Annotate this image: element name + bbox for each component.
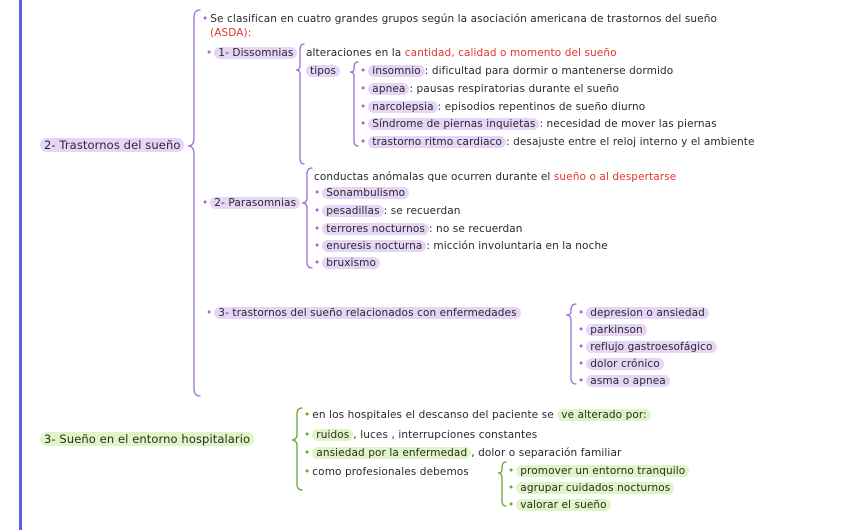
deber-item-label: promover un entorno tranquilo bbox=[516, 465, 689, 477]
deber-item-valorar bbox=[508, 498, 611, 512]
parasomnia-item-bruxismo bbox=[314, 256, 380, 270]
bullet-icon: • bbox=[304, 466, 311, 478]
bullet-icon: • bbox=[578, 324, 585, 336]
bullet-icon: • bbox=[202, 197, 209, 209]
enfermedad-item-asma bbox=[578, 374, 670, 388]
dissomnias-title bbox=[206, 46, 297, 60]
section3-line4-text: como profesionales debemos bbox=[312, 466, 469, 478]
bullet-icon: • bbox=[508, 465, 515, 477]
brace-tipos bbox=[350, 62, 358, 146]
parasomnias-definition-b: sueño o al despertarse bbox=[553, 171, 677, 183]
brace-deberes bbox=[498, 462, 506, 506]
section3-line3 bbox=[304, 446, 621, 460]
section3-line3-a: ansiedad por la enfermedad bbox=[312, 447, 471, 459]
dissomnia-item-narcolepsia bbox=[360, 100, 645, 114]
dissomnias-definition-b: cantidad, calidad o momento del sueño bbox=[404, 47, 617, 59]
section2-title-text: 2- Trastornos del sueño bbox=[40, 138, 184, 152]
enfermedad-item-reflujo bbox=[578, 340, 717, 354]
section2-intro-a: Se clasifican en cuatro grandes grupos según la asociación americana de trastornos del sueño bbox=[210, 13, 717, 25]
parasomnia-item-desc: : micción involuntaria en la noche bbox=[426, 240, 608, 252]
parasomnias-definition-a: conductas anómalas que ocurren durante el bbox=[314, 171, 551, 183]
deber-item-entorno bbox=[508, 464, 689, 478]
enfermedad-item-label: asma o apnea bbox=[586, 375, 670, 387]
parasomnia-item-label: Sonambulismo bbox=[322, 187, 409, 199]
bullet-icon: • bbox=[304, 447, 311, 459]
parasomnia-item-pesadillas bbox=[314, 204, 461, 218]
bullet-icon: • bbox=[304, 429, 311, 441]
parasomnia-item-desc: : no se recuerdan bbox=[428, 223, 523, 235]
parasomnia-item-terrores bbox=[314, 222, 523, 236]
dissomnia-item-label: Síndrome de piernas inquietas bbox=[368, 118, 539, 130]
dissomnia-item-label: narcolepsia bbox=[368, 101, 437, 113]
dissomnia-item-desc: : episodios repentinos de sueño diurno bbox=[437, 101, 646, 113]
dissomnias-definition bbox=[306, 46, 617, 60]
bullet-icon: • bbox=[508, 499, 515, 511]
enfermedades-title bbox=[206, 306, 521, 320]
section3-line3-b: , dolor o separación familiar bbox=[471, 447, 622, 459]
bullet-icon: • bbox=[508, 482, 515, 494]
parasomnias-title-text: 2- Parasomnias bbox=[210, 197, 300, 209]
parasomnia-item-label: enuresis nocturna bbox=[322, 240, 426, 252]
brace-section2 bbox=[188, 10, 200, 396]
dissomnia-item-desc: : desajuste entre el reloj interno y el ambiente bbox=[506, 136, 755, 148]
parasomnia-item-label: pesadillas bbox=[322, 205, 383, 217]
bullet-icon: • bbox=[360, 118, 367, 130]
bullet-icon: • bbox=[314, 240, 321, 252]
bullet-icon: • bbox=[202, 13, 209, 25]
enfermedades-title-text: 3- trastornos del sueño relacionados con enfermedades bbox=[214, 307, 520, 319]
section3-title-text: 3- Sueño en el entorno hospitalario bbox=[40, 432, 254, 446]
bullet-icon: • bbox=[314, 257, 321, 269]
bullet-icon: • bbox=[360, 136, 367, 148]
dissomnia-item-label: apnea bbox=[368, 83, 409, 95]
section3-line1 bbox=[304, 408, 651, 422]
dissomnia-item-desc: : pausas respiratorias durante el sueño bbox=[409, 83, 620, 95]
brace-dissomnias bbox=[296, 44, 304, 164]
bullet-icon: • bbox=[360, 83, 367, 95]
dissomnia-item-apnea bbox=[360, 82, 619, 96]
dissomnia-item-label: insomnio bbox=[368, 65, 425, 77]
bullet-icon: • bbox=[314, 205, 321, 217]
section3-line2-b: , luces , interrupciones constantes bbox=[353, 429, 538, 441]
enfermedad-item-label: parkinson bbox=[586, 324, 647, 336]
deber-item-label: valorar el sueño bbox=[516, 499, 610, 511]
dissomnia-item-desc: : dificultad para dormir o mantenerse dormido bbox=[424, 65, 674, 77]
brace-enfermedades bbox=[566, 304, 576, 384]
section2-intro-line1 bbox=[202, 12, 717, 26]
bullet-icon: • bbox=[314, 223, 321, 235]
section3-line1-b: ve alterado por: bbox=[557, 409, 650, 421]
deber-item-cuidados bbox=[508, 481, 674, 495]
brace-section3 bbox=[292, 408, 302, 490]
dissomnias-title-text: 1- Dissomnias bbox=[214, 47, 297, 59]
section3-line1-a: en los hospitales el descanso del paciente se bbox=[312, 409, 554, 421]
section3-line2-a: ruidos bbox=[312, 429, 353, 441]
deber-item-label: agrupar cuidados nocturnos bbox=[516, 482, 674, 494]
enfermedad-item-label: depresion o ansiedad bbox=[586, 307, 709, 319]
bullet-icon: • bbox=[206, 47, 213, 59]
dissomnia-item-ritmo bbox=[360, 135, 755, 149]
parasomnia-item-label: terrores nocturnos bbox=[322, 223, 429, 235]
bullet-icon: • bbox=[578, 307, 585, 319]
bullet-icon: • bbox=[578, 341, 585, 353]
section2-intro-line2 bbox=[210, 26, 251, 40]
enfermedad-item-label: reflujo gastroesofágico bbox=[586, 341, 716, 353]
parasomnias-title bbox=[202, 196, 300, 210]
section3-title bbox=[40, 432, 254, 446]
brace-parasomnias bbox=[302, 168, 312, 268]
bullet-icon: • bbox=[578, 358, 585, 370]
enfermedad-item-parkinson bbox=[578, 323, 647, 337]
section3-line2 bbox=[304, 428, 537, 442]
enfermedad-item-dolor bbox=[578, 357, 664, 371]
parasomnia-item-enuresis bbox=[314, 239, 608, 253]
bullet-icon: • bbox=[314, 187, 321, 199]
enfermedad-item-label: dolor crónico bbox=[586, 358, 663, 370]
parasomnia-item-sonambulismo bbox=[314, 186, 409, 200]
parasomnias-definition bbox=[314, 170, 676, 184]
section3-line4 bbox=[304, 465, 469, 479]
dissomnia-item-piernas bbox=[360, 117, 717, 131]
tipos-label bbox=[306, 64, 340, 78]
tipos-label-text: tipos bbox=[306, 65, 340, 77]
bullet-icon: • bbox=[578, 375, 585, 387]
bullet-icon: • bbox=[304, 409, 311, 421]
enfermedad-item-depresion bbox=[578, 306, 709, 320]
dissomnia-item-insomnio bbox=[360, 64, 673, 78]
dissomnia-item-label: trastorno ritmo cardiaco bbox=[368, 136, 506, 148]
section2-title bbox=[40, 138, 184, 152]
bullet-icon: • bbox=[360, 65, 367, 77]
bullet-icon: • bbox=[360, 101, 367, 113]
section2-intro-b: (ASDA): bbox=[210, 27, 252, 39]
bullet-icon: • bbox=[206, 307, 213, 319]
dissomnia-item-desc: : necesidad de mover las piernas bbox=[539, 118, 717, 130]
parasomnia-item-desc: : se recuerdan bbox=[383, 205, 461, 217]
parasomnia-item-label: bruxismo bbox=[322, 257, 380, 269]
dissomnias-definition-a: alteraciones en la bbox=[306, 47, 402, 59]
